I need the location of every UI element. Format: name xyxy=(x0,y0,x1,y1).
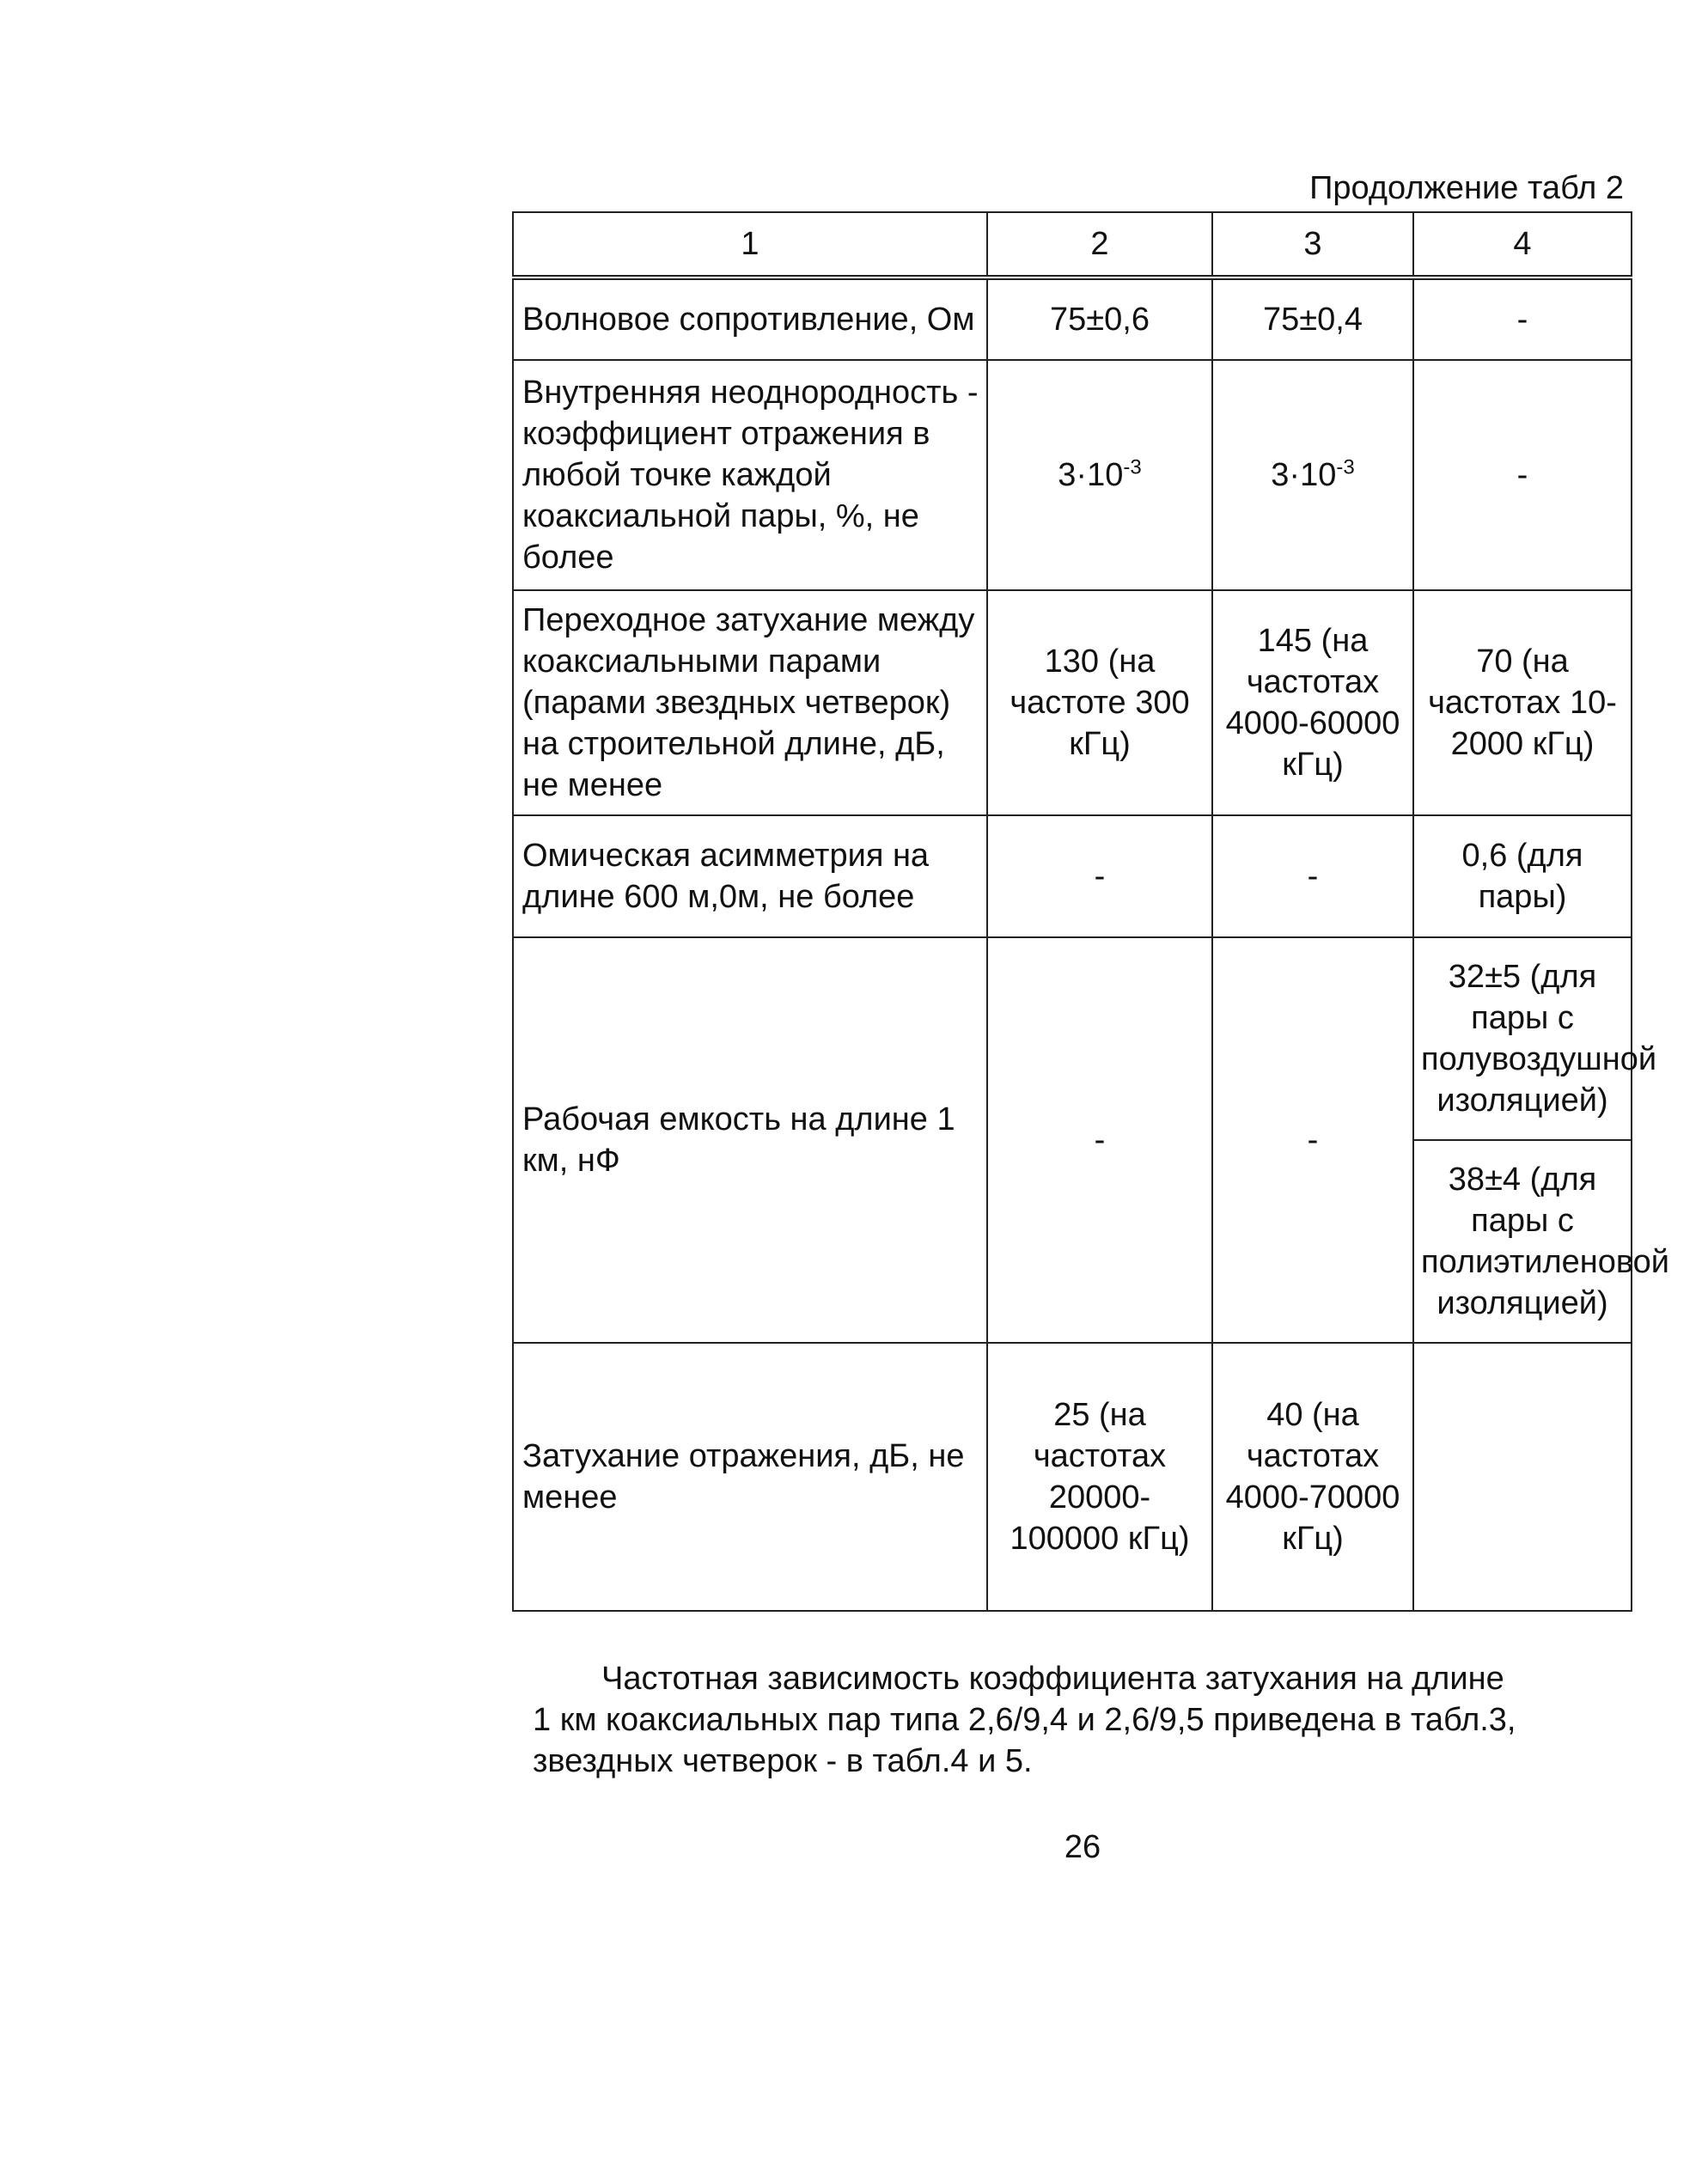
spec-table xyxy=(512,211,1670,1612)
value-cell: - xyxy=(1212,815,1413,937)
table-row xyxy=(513,1343,1632,1611)
value-exponent: -3 xyxy=(1336,455,1355,479)
page-number: 26 xyxy=(1064,1829,1101,1865)
value-cell xyxy=(1413,1343,1632,1611)
value-cell: 75±0,4 xyxy=(1212,277,1413,360)
param-cell: Внутренняя неоднородность - коэффициент отражения в любой точке каждой коаксиальной пары, %, не более xyxy=(513,360,987,590)
header-col-4: 4 xyxy=(1413,212,1632,277)
value-subcell: 38±4 (для пары с полиэтиленовой изоляцией) xyxy=(1413,1140,1632,1343)
value-cell: - xyxy=(987,815,1212,937)
value-cell: - xyxy=(987,937,1212,1343)
value-cell: - xyxy=(1212,937,1413,1343)
header-col-2: 2 xyxy=(987,212,1212,277)
value-cell: - xyxy=(1413,277,1632,360)
value-subcell: 32±5 (для пары с полувоздушной изоляцией) xyxy=(1413,937,1632,1140)
value-base: 3·10 xyxy=(1271,457,1337,493)
value-exponent: -3 xyxy=(1123,455,1142,479)
value-base: 3·10 xyxy=(1058,457,1124,493)
value-cell: 40 (на частотах 4000-70000 кГц) xyxy=(1212,1343,1413,1611)
table-row xyxy=(513,360,1632,590)
value-cell: 25 (на частотах 20000-100000 кГц) xyxy=(987,1343,1212,1611)
param-cell: Омическая асимметрия на длине 600 м,0м, не более xyxy=(513,815,987,937)
value-cell xyxy=(1212,360,1413,590)
table-row xyxy=(513,277,1632,360)
param-cell: Рабочая емкость на длине 1 км, нФ xyxy=(513,937,987,1343)
value-cell: 0,6 (для пары) xyxy=(1413,815,1632,937)
param-cell: Переходное затухание между коаксиальными парами (парами звездных четверок) на строительной длине, дБ, не менее xyxy=(513,590,987,815)
param-cell: Затухание отражения, дБ, не менее xyxy=(513,1343,987,1611)
header-row xyxy=(513,212,1632,277)
value-cell: - xyxy=(1413,360,1632,590)
note-first-line: Частотная зависимость коэффициента затухания на длине xyxy=(601,1661,1504,1697)
value-cell: 75±0,6 xyxy=(987,277,1212,360)
value-cell: 130 (на частоте 300 кГц) xyxy=(987,590,1212,815)
note-paragraph xyxy=(533,1658,1632,1782)
header-col-1: 1 xyxy=(513,212,987,277)
table-row xyxy=(513,815,1632,937)
table-row xyxy=(513,590,1632,815)
table-caption: Продолжение табл 2 xyxy=(1309,170,1624,206)
value-cell: 145 (на частотах 4000-60000 кГц) xyxy=(1212,590,1413,815)
note-rest: 1 км коаксиальных пар типа 2,6/9,4 и 2,6/9,5 приведена в табл.3, звездных четверок - в табл.4 и 5. xyxy=(533,1702,1516,1779)
value-cell xyxy=(987,360,1212,590)
header-col-3: 3 xyxy=(1212,212,1413,277)
param-cell: Волновое сопротивление, Ом xyxy=(513,277,987,360)
table-row xyxy=(513,937,1632,1140)
value-cell: 70 (на частотах 10- 2000 кГц) xyxy=(1413,590,1632,815)
